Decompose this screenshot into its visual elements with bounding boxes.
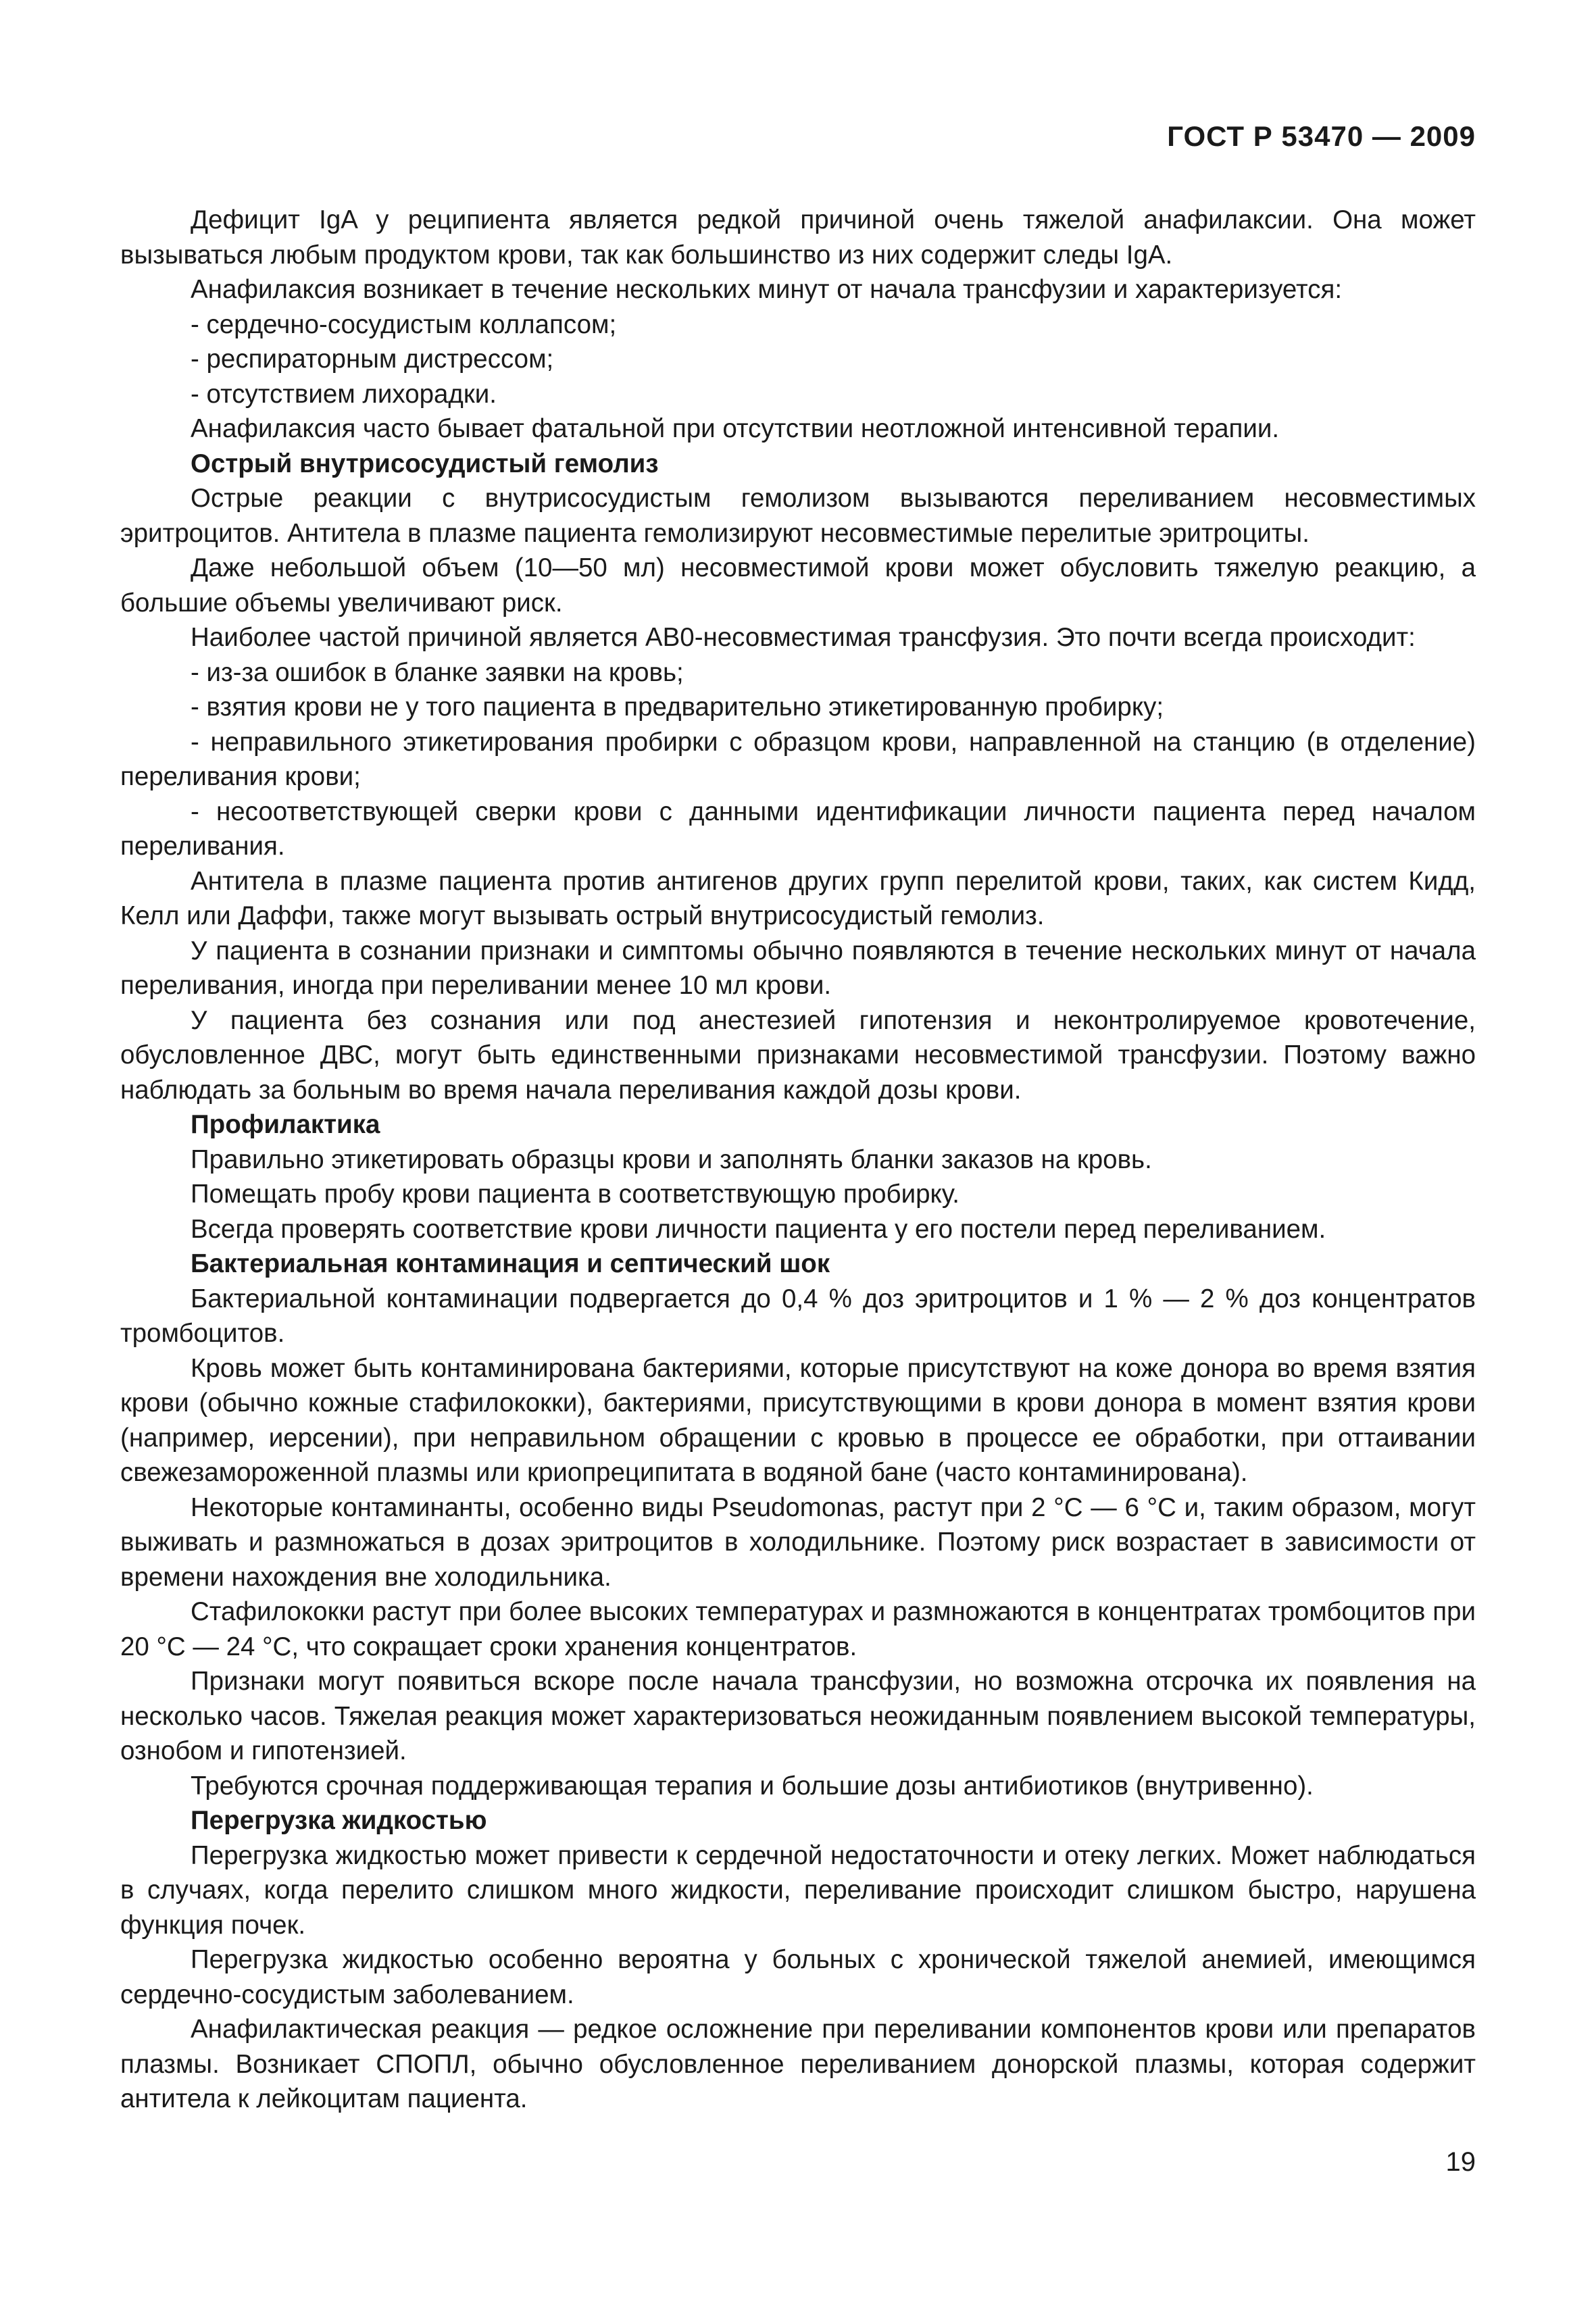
paragraph: Острые реакции с внутрисосудистым гемолизом вызываются переливанием несовместимых эритроцитов. Антитела в плазме пациента гемолизируют несовместимые перелитые эритроциты. [120,484,1476,548]
paragraph: Перегрузка жидкостью может привести к сердечной недостаточности и отеку легких. Может наблюдаться в случаях, когда перелито слишком много жидкости, переливание происходит слишком быстро, нарушена функция почек. [120,1840,1476,1940]
paragraph: Правильно этикетировать образцы крови и заполнять бланки заказов на кровь. [191,1145,1152,1174]
list-item: - неправильного этикетирования пробирки с образцом крови, направленной на станцию (в отделение) переливания крови; [120,727,1476,791]
paragraph: Анафилактическая реакция — редкое осложнение при переливании компонентов крови или препаратов плазмы. Возникает СПОПЛ, обычно обусловленное переливанием донорской плазмы, которая содержит антитела к лейкоцитам пациента. [120,2015,1476,2113]
paragraph: У пациента в сознании признаки и симптомы обычно появляются в течение нескольких минут от начала переливания, иногда при переливании менее 10 мл крови. [120,936,1476,1000]
section-heading: Перегрузка жидкостью [191,1806,487,1835]
paragraph: Даже небольшой объем (10—50 мл) несовместимой крови может обусловить тяжелую реакцию, а большие объемы увеличивают риск. [120,553,1476,618]
paragraph: Кровь может быть контаминирована бактериями, которые присутствуют на коже донора во время взятия крови (обычно кожные стафилококки), бактериями, присутствующими в крови донора в момент взятия крови (например, иерсении), при неправильном обращении с кровью в процессе ее обработки, при оттаивании свежезамороженной плазмы или криопреципитата в водяной бане (часто контаминирована). [120,1353,1476,1487]
paragraph: Некоторые контаминанты, особенно виды Pseudomonas, растут при 2 °С — 6 °С и, таким образом, могут выживать и размножаться в дозах эритроцитов в холодильнике. Поэтому риск возрастает в зависимости от времени нахождения вне холодильника. [120,1492,1476,1592]
paragraph: Бактериальной контаминации подвергается до 0,4 % доз эритроцитов и 1 % — 2 % доз концентратов тромбоцитов. [120,1284,1476,1348]
paragraph: Всегда проверять соответствие крови личности пациента у его постели перед переливанием. [191,1214,1326,1244]
paragraph: Анафилаксия возникает в течение нескольких минут от начала трансфузии и характеризуется: [191,275,1343,304]
section-heading: Бактериальная контаминация и септический шок [191,1249,830,1278]
paragraph: Требуются срочная поддерживающая терапия и большие дозы антибиотиков (внутривенно). [191,1771,1314,1801]
list-item: - взятия крови не у того пациента в предварительно этикетированную пробирку; [191,693,1164,722]
paragraph: Наиболее частой причиной является АВ0-несовместимая трансфузия. Это почти всегда происходит: [191,623,1416,652]
paragraph: У пациента без сознания или под анестезией гипотензия и неконтролируемое кровотечение, обусловленное ДВС, могут быть единственными признаками несовместимой трансфузии. Поэтому важно наблюдать за больным во время начала переливания каждой дозы крови. [120,1005,1476,1105]
document-body [120,203,1476,2117]
section-heading: Профилактика [191,1110,380,1139]
section-heading: Острый внутрисосудистый гемолиз [191,449,659,478]
paragraph: Перегрузка жидкостью особенно вероятна у больных с хронической тяжелой анемией, имеющимся сердечно-сосудистым заболеванием. [120,1945,1476,2009]
paragraph: Стафилококки растут при более высоких температурах и размножаются в концентратах тромбоцитов при 20 °С — 24 °С, что сокращает сроки хранения концентратов. [120,1597,1476,1661]
paragraph: Признаки могут появиться вскоре после начала трансфузии, но возможна отсрочка их появления на несколько часов. Тяжелая реакция может характеризоваться неожиданным появлением высокой температуры, ознобом и гипотензией. [120,1667,1476,1765]
page-number: 19 [1445,2147,1476,2177]
paragraph: Антитела в плазме пациента против антигенов других групп перелитой крови, таких, как систем Кидд, Келл или Даффи, также могут вызывать острый внутрисосудистый гемолиз. [120,866,1476,930]
list-item: - из-за ошибок в бланке заявки на кровь; [191,657,684,687]
list-item: - респираторным дистрессом; [191,345,554,374]
document-code-header: ГОСТ Р 53470 — 2009 [1167,120,1476,152]
paragraph: Анафилаксия часто бывает фатальной при отсутствии неотложной интенсивной терапии. [191,414,1280,443]
paragraph: Дефицит IgA у реципиента является редкой причиной очень тяжелой анафилаксии. Она может вызываться любым продуктом крови, так как большинство из них содержит следы IgA. [120,205,1476,270]
list-item: - несоответствующей сверки крови с данными идентификации личности пациента перед началом переливания. [120,797,1476,861]
list-item: - сердечно-сосудистым коллапсом; [191,309,617,339]
paragraph: Помещать пробу крови пациента в соответствующую пробирку. [191,1180,959,1209]
list-item: - отсутствием лихорадки. [191,379,497,409]
